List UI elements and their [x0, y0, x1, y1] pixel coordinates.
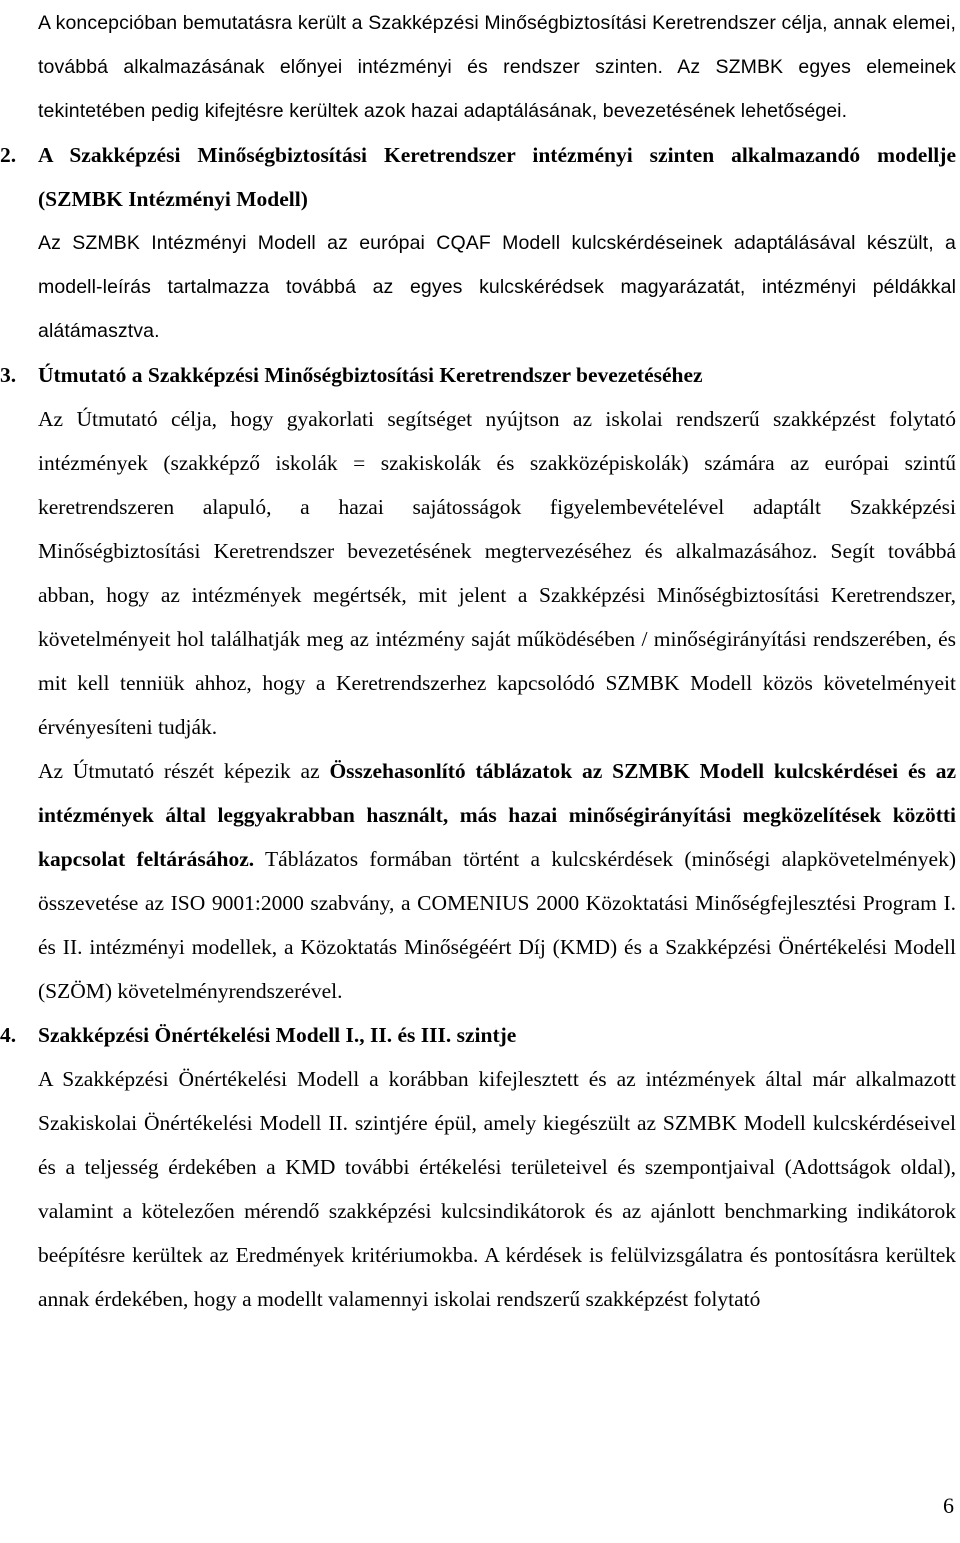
section-3-body-2-bold: Összehasonlító táblázatok az SZMBK Modell kulcskérdései és az intézmények által leggyakrabban használt, más hazai minőségirányítási megközelítések közötti kapcsolat feltárásához.	[38, 759, 956, 871]
intro-paragraph: A koncepcióban bemutatásra került a Szakképzési Minőségbiztosítási Keretrendszer célja, annak elemei, továbbá alkalmazásának előnyei intézményi és rendszer szinten. Az SZMBK egyes elemeinek tekintetében pedig kifejtésre kerültek azok hazai adaptálásának, bevezetésének lehetőségei.	[38, 12, 956, 122]
section-4-heading: 4. Szakképzési Önértékelési Modell I., II. és III. szintje	[0, 1023, 517, 1047]
section-2-body: Az SZMBK Intézményi Modell az európai CQAF Modell kulcskérdéseinek adaptálásával készült, a modell-leírás tartalmazza továbbá az egyes kulcskérédsek magyarázatát, intézményi példákkal alátámasztva.	[38, 232, 956, 342]
section-2-heading: 2. A Szakképzési Minőségbiztosítási Keretrendszer intézményi szinten alkalmazandó modellje (SZMBK Intézményi Modell)	[0, 143, 956, 211]
section-3-body-1: Az Útmutató célja, hogy gyakorlati segítséget nyújtson az iskolai rendszerű szakképzést folytató intézmények (szakképző iskolák = szakiskolák és szakközépiskolák) számára az európai szintű keretrendszeren alapuló, a hazai sajátosságok figyelembevételével adaptált Szakképzési Minőségbiztosítási Keretrendszer bevezetésének megtervezéséhez és alkalmazásához. Segít továbbá abban, hogy az intézmények megértsék, mit jelent a Szakképzési Minőségbiztosítási Keretrendszer, követelményeit hol találhatják meg az intézmény saját működésében / minőségirányítási rendszerében, és mit kell tenniük ahhoz, hogy a Keretrendszerhez kapcsolódó SZMBK Modell közös követelményeit érvényesíteni tudják.	[38, 407, 956, 739]
section-3-title: Útmutató a Szakképzési Minőségbiztosítási Keretrendszer bevezetéséhez	[38, 363, 703, 387]
page-number: 6	[943, 1493, 954, 1518]
section-3-body-2-prefix: Az Útmutató részét képezik az	[38, 759, 330, 783]
section-4-body: A Szakképzési Önértékelési Modell a korábban kifejlesztett és az intézmények által már alkalmazott Szakiskolai Önértékelési Modell II. szintjére épül, amely kiegészült az SZMBK Modell kulcskérdéseivel és a teljesség érdekében a KMD további értékelési területeivel és szempontjaival (Adottságok oldal), valamint a kötelezően mérendő szakképzési kulcsindikátorok és az ajánlott benchmarking indikátorok beépítésre kerültek az Eredmények kritériumokba. A kérdések is felülvizsgálatra és pontosításra kerültek annak érdekében, hogy a modellt valamennyi iskolai rendszerű szakképzést folytató	[38, 1067, 956, 1311]
section-3-body-2	[38, 749, 956, 1013]
section-3-body-2-suffix: Táblázatos formában történt a kulcskérdések (minőségi alapkövetelmények) összevetése az ISO 9001:2000 szabvány, a COMENIUS 2000 Közoktatási Minőségfejlesztési Program I. és II. intézményi modellek, a Közoktatás Minőségéért Díj (KMD) és a Szakképzési Önértékelési Modell (SZÖM) követelményrendszerével.	[38, 847, 956, 1003]
section-4-title: Szakképzési Önértékelési Modell I., II. és III. szintje	[38, 1023, 517, 1047]
section-2-title: A Szakképzési Minőségbiztosítási Keretrendszer intézményi szinten alkalmazandó modellje (SZMBK Intézményi Modell)	[38, 143, 956, 211]
section-3-heading: 3. Útmutató a Szakképzési Minőségbiztosítási Keretrendszer bevezetéséhez	[0, 363, 703, 387]
